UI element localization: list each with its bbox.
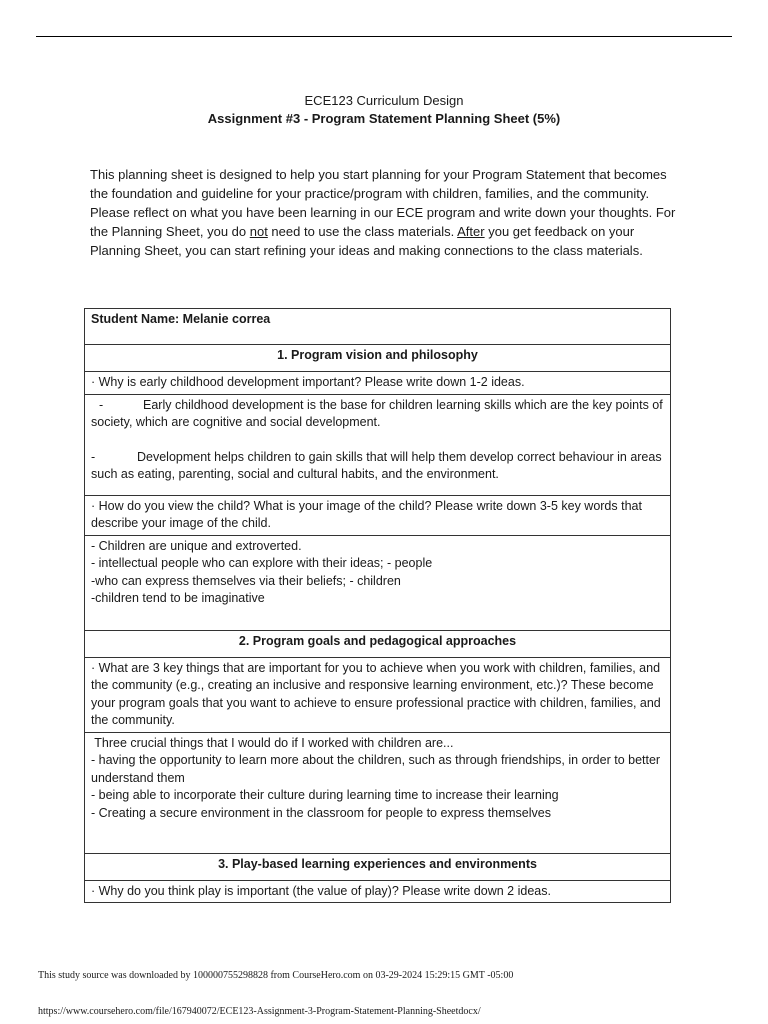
course-title: ECE123 Curriculum Design [304,93,464,108]
section-2-question-1: · What are 3 key things that are important for you to achieve when you work with children, families, and the community (e.g., creating an inclusive and responsive learning environment, etc.)? These become your program goals that you want to achieve to ensure professional practice with children, families, and the community. [85,657,671,732]
emphasis-after: After [457,224,485,239]
section-1-answer-2 [85,535,671,630]
answer-line: - Children are unique and extroverted. [91,538,302,553]
answer-line: -children tend to be imaginative [91,591,265,605]
section-3-title: 3. Play-based learning experiences and environments [85,853,671,880]
answer-line: Three crucial things that I would do if I worked with children are... [91,735,454,750]
download-notice: This study source was downloaded by 100000755298828 from CourseHero.com on 03-29-2024 15:29:15 GMT -05:00 [38,970,514,981]
intro-paragraph: This planning sheet is designed to help you start planning for your Program Statement that becomes the foundation and guideline for your practice/program with children, families, and the community. Please reflect on what you have been learning in our ECE program and write down your thoughts. For the Planning Sheet, you do not need to use the class materials. After you get feedback on your Planning Sheet, you can start refining your ideas and making connections to the class materials. [90,167,676,258]
assignment-title: Assignment #3 - Program Statement Planning Sheet (5%) [207,111,561,126]
student-name: Student Name: Melanie correa [85,309,671,345]
section-2-answer-1 [85,732,671,853]
section-2-title: 2. Program goals and pedagogical approaches [85,630,671,657]
top-rule [36,36,732,37]
planning-table [84,308,671,903]
answer-line: - having the opportunity to learn more about the children, such as through friendships, in order to better understand them [91,753,661,785]
answer-line: - intellectual people who can explore with their ideas; - people [91,556,433,570]
section-1-question-1: · Why is early childhood development important? Please write down 1-2 ideas. [85,372,671,395]
answer-item: - Development helps children to gain skills that will help them develop correct behaviour in areas such as eating, parenting, social and cultural habits, and the environment. [91,449,662,481]
answer-item: - Early childhood development is the base for children learning skills which are the key points of society, which are cognitive and social development. [91,397,663,429]
emphasis-not: not [249,224,268,239]
answer-line: -who can express themselves via their beliefs; - children [91,573,401,588]
source-url: https://www.coursehero.com/file/167940072/ECE123-Assignment-3-Program-Statement-Planning-Sheetdocx/ [38,1006,481,1017]
section-1-answer-1 [85,394,671,495]
answer-line: - being able to incorporate their culture during learning time to increase their learning [91,788,559,802]
answer-line: - Creating a secure environment in the classroom for people to express themselves [91,805,551,820]
section-1-question-2: · How do you view the child? What is your image of the child? Please write down 3-5 key words that describe your image of the child. [85,495,671,535]
section-3-question-1: · Why do you think play is important (the value of play)? Please write down 2 ideas. [85,880,671,903]
section-1-title: 1. Program vision and philosophy [85,345,671,372]
